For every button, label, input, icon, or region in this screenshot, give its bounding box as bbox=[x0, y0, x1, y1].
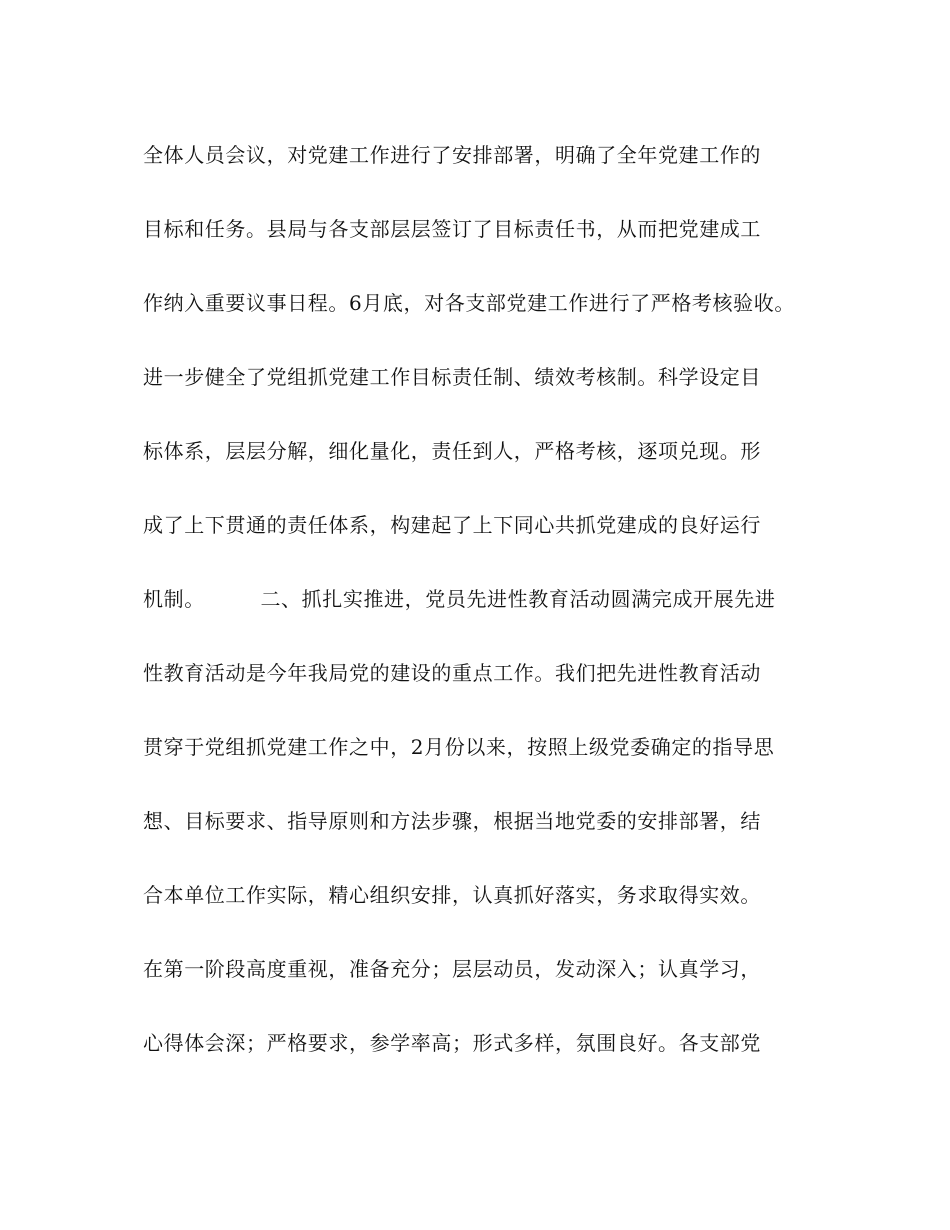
text-line-2: 目标和任务。县局与各支部层层签订了目标责任书，从而把党建成工 bbox=[143, 217, 761, 241]
text-line-1: 全体人员会议，对党建工作进行了安排部署，明确了全年党建工作的 bbox=[143, 143, 761, 167]
body-text bbox=[143, 141, 843, 1103]
text-line-11: 合本单位工作实际，精心组织安排，认真抓好落实，务求取得实效。 bbox=[143, 883, 761, 907]
text-line-7: 机制。 二、抓扎实推进，党员先进性教育活动圆满完成开展先进 bbox=[143, 587, 776, 611]
text-line-4: 进一步健全了党组抓党建工作目标责任制、绩效考核制。科学设定目 bbox=[143, 365, 761, 389]
text-line-9: 贯穿于党组抓党建工作之中，2月份以来，按照上级党委确定的指导思 bbox=[143, 735, 775, 759]
text-line-3: 作纳入重要议事日程。6月底，对各支部党建工作进行了严格考核验收。 bbox=[143, 291, 795, 315]
text-line-12: 在第一阶段高度重视，准备充分；层层动员，发动深入；认真学习， bbox=[143, 957, 761, 981]
text-line-8: 性教育活动是今年我局党的建设的重点工作。我们把先进性教育活动 bbox=[143, 661, 761, 685]
text-line-13: 心得体会深；严格要求，参学率高；形式多样，氛围良好。各支部党 bbox=[143, 1031, 761, 1055]
text-line-5: 标体系，层层分解，细化量化，责任到人，严格考核，逐项兑现。形 bbox=[143, 439, 761, 463]
text-line-6: 成了上下贯通的责任体系，构建起了上下同心共抓党建成的良好运行 bbox=[143, 513, 761, 537]
text-line-10: 想、目标要求、指导原则和方法步骤，根据当地党委的安排部署，结 bbox=[143, 809, 761, 833]
